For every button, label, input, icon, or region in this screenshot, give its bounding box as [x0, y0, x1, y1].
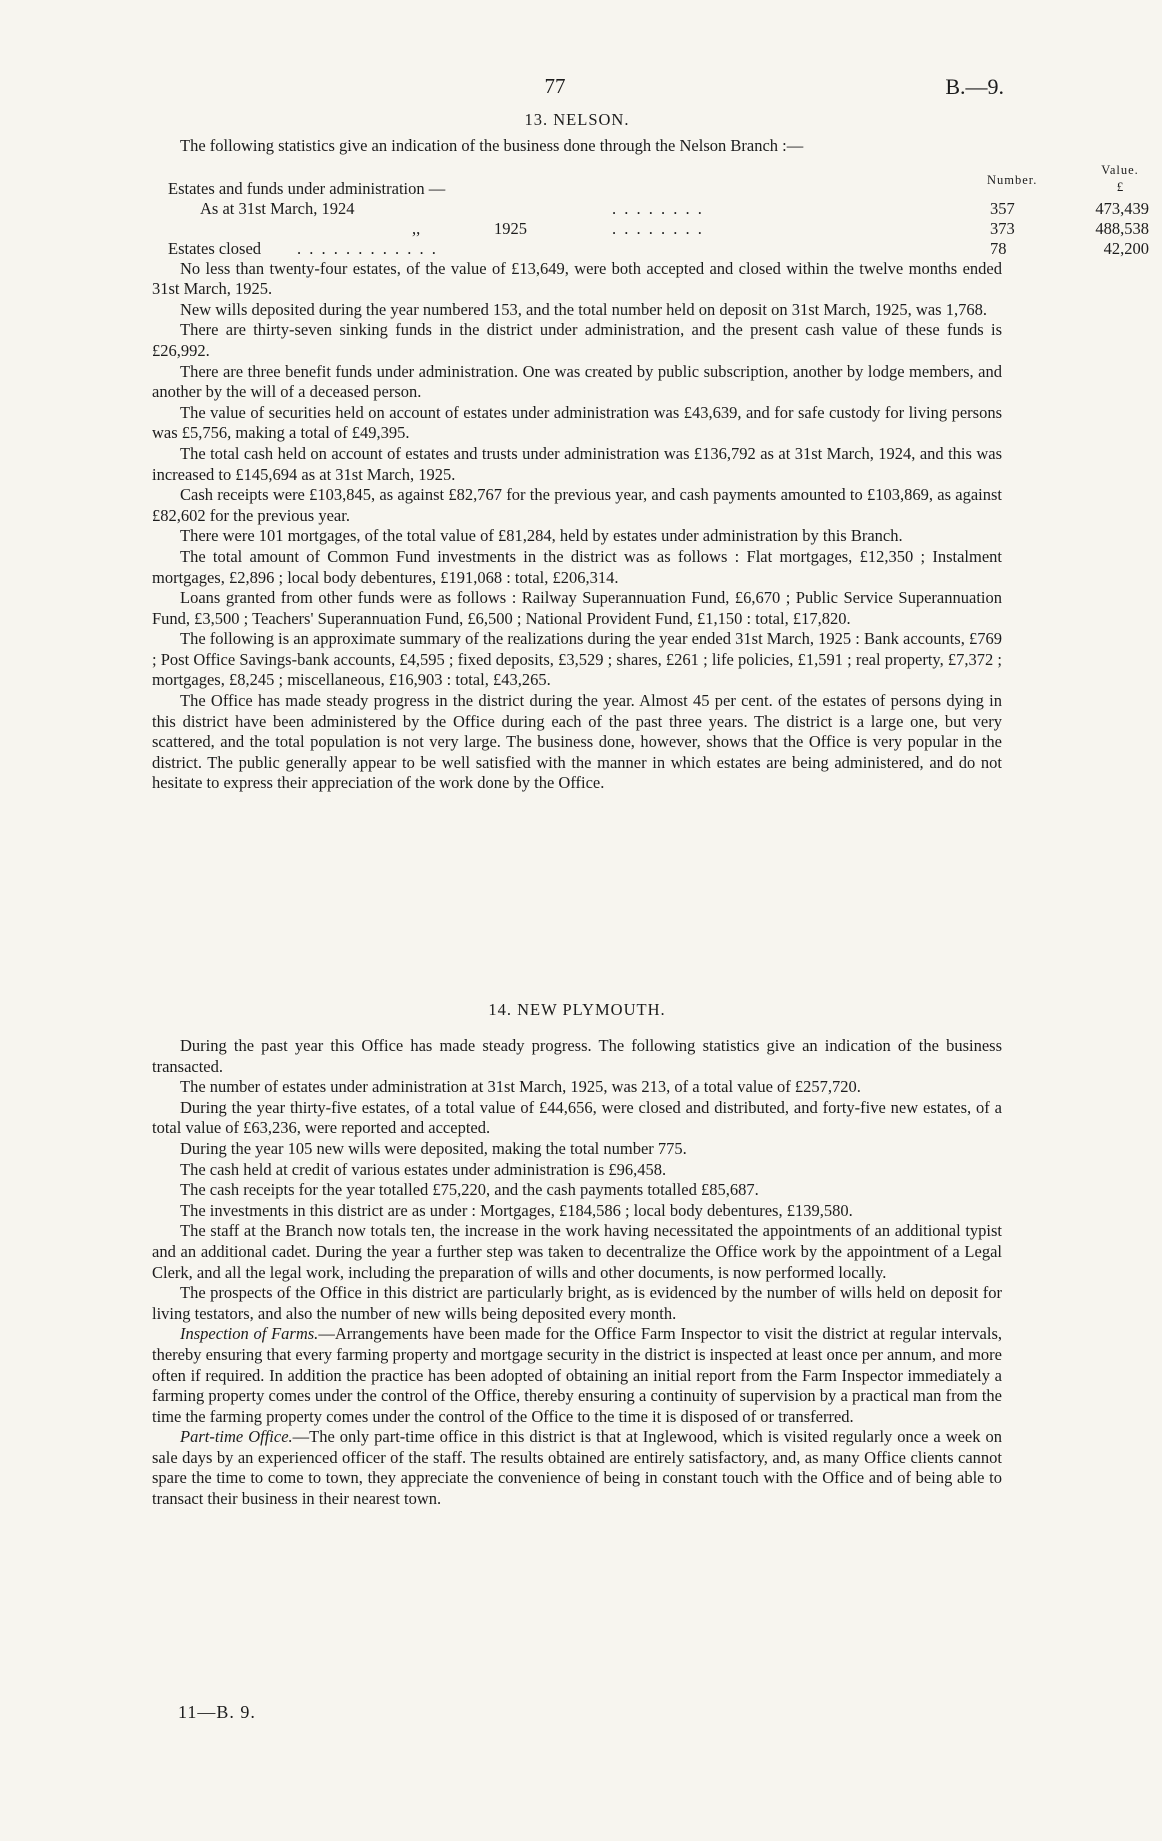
paragraph: Loans granted from other funds were as follows : Railway Superannuation Fund, £6,670 ; Public Service Superannuation Fund, £3,500 ; Teachers' Superannuation Fund, £6,500 ; National Provident Fund, £1,150 : total, £17,820. [152, 588, 1002, 628]
nelson-stats-table [152, 162, 1149, 258]
parttime-text: —The only part-time office in this district is that at Inglewood, which is visited regularly once a week on sale days by an experienced officer of the staff. The results obtained are entirely satisfactory, and, as many Office clients cannot spare the time to come to town, they appreciate the convenience of being in constant touch with the Office and of being able to transact their business in their nearest town. [152, 1427, 1002, 1509]
leader-dots: . . . . . . . . [612, 198, 704, 218]
stats-row-number: 78 [990, 238, 1007, 258]
stats-group-row [152, 179, 1162, 199]
new-plymouth-section [152, 1000, 1002, 1510]
paragraph: There are three benefit funds under administration. One was created by public subscription, another by lodge members, and another by the will of a deceased person. [152, 361, 1002, 402]
paragraph: There were 101 mortgages, of the total value of £81,284, held by estates under administration by this Branch. [180, 526, 903, 546]
paragraph: The cash held at credit of various estates under administration is £96,458. [180, 1159, 667, 1179]
paragraph: New wills deposited during the year numbered 153, and the total number held on deposit on 31st March, 1925, was 1,768. [180, 299, 987, 319]
paragraph: The total amount of Common Fund investments in the district was as follows : Flat mortgages, £12,350 ; Instalment mortgages, £2,896 ; local body debentures, £191,068 : total, £206,314. [152, 546, 1002, 587]
inspection-heading: Inspection of Farms. [180, 1324, 319, 1344]
section-title-nelson: 13. NELSON. [524, 110, 630, 129]
parttime-heading: Part-time Office. [180, 1427, 293, 1447]
document-reference: B.—9. [945, 74, 1004, 99]
stats-row-number: 373 [990, 218, 1015, 238]
nelson-intro: The following statistics give an indication of the business done through the Nelson Branch :— [180, 136, 804, 155]
signature-mark: 11—B. 9. [178, 1702, 256, 1722]
stats-row [152, 239, 1162, 259]
paragraph: During the past year this Office has made steady progress. The following statistics give an indication of the business transacted. [152, 1036, 1002, 1076]
inspection-paragraph [152, 1324, 1002, 1427]
leader-dots: . . . . . . . . [612, 218, 704, 238]
column-header-number: Number. [987, 172, 1038, 187]
stats-row-label: ,, [412, 218, 421, 238]
paragraph: The value of securities held on account of estates under administration was £43,639, and for safe custody for living persons was £5,756, making a total of £49,395. [152, 402, 1002, 443]
inspection-text: —Arrangements have been made for the Office Farm Inspector to visit the district at regular intervals, thereby ensuring that every farming property and mortgage security in the district is inspected at least once per annum, and more often if required. In addition the practice has been adopted of obtaining an initial report from the Farm Inspector immediately a farming property comes under the control of the Office, thereby ensuring a continuity of supervision by a practical man from the time the farming property comes under the control of the Office to the time it is disposed of or transferred. [152, 1324, 1002, 1426]
stats-row-label: Estates closed [168, 238, 262, 258]
paragraph: The number of estates under administration at 31st March, 1925, was 213, of a total value of £257,720. [180, 1077, 861, 1097]
stats-group-label: Estates and funds under administration — [168, 178, 446, 198]
column-header-unit: £ [1116, 178, 1124, 194]
paragraph: During the year 105 new wills were deposited, making the total number 775. [180, 1138, 687, 1158]
paragraph: Cash receipts were £103,845, as against £82,767 for the previous year, and cash payments amounted to £103,869, as against £82,602 for the previous year. [152, 485, 1002, 525]
stats-row-year: 1925 [494, 218, 527, 238]
stats-row [152, 219, 1162, 239]
paragraph: The total cash held on account of estates and trusts under administration was £136,792 as at 31st March, 1924, and this was increased to £145,694 as at 31st March, 1925. [152, 443, 1002, 484]
stats-row-value: 473,439 [1095, 198, 1149, 218]
paragraph: There are thirty-seven sinking funds in the district under administration, and the present cash value of these funds is £26,992. [152, 320, 1002, 360]
leader-dots: . . . . . . . . . . . . [297, 238, 438, 258]
paragraph: The investments in this district are as under : Mortgages, £184,586 ; local body debentures, £139,580. [180, 1200, 853, 1220]
page-number: 77 [544, 74, 566, 98]
section-title-new-plymouth: 14. NEW PLYMOUTH. [488, 1000, 666, 1019]
paragraph: The prospects of the Office in this district are particularly bright, as is evidenced by the number of wills held on deposit for living testators, and also the number of new wills being deposited every month. [152, 1283, 1002, 1323]
stats-row-label: As at 31st March, 1924 [200, 198, 355, 218]
paragraph: The staff at the Branch now totals ten, the increase in the work having necessitated the appointments of an additional typist and an additional cadet. During the year a further step was taken to decentralize the Office work by the appointment of a Legal Clerk, and all the legal work, including the preparation of wills and other documents, is now performed locally. [152, 1221, 1002, 1282]
stats-row-number: 357 [990, 198, 1015, 218]
nelson-section [152, 110, 1149, 794]
paragraph: The cash receipts for the year totalled £75,220, and the cash payments totalled £85,687. [180, 1180, 759, 1200]
paragraph: No less than twenty-four estates, of the value of £13,649, were both accepted and closed within the twelve months ended 31st March, 1925. [152, 258, 1002, 299]
stats-row [152, 199, 1162, 219]
stats-row-value: 42,200 [1103, 238, 1149, 258]
stats-row-value: 488,538 [1095, 218, 1149, 238]
parttime-paragraph [152, 1427, 1002, 1509]
column-header-value: Value. [1101, 162, 1139, 177]
paragraph: The Office has made steady progress in the district during the year. Almost 45 per cent. of the estates of persons dying in this district have been administered by the Office during each of the past three years. The district is a large one, but very scattered, and the total population is not very large. The business done, however, shows that the Office is very popular in the district. The public generally appear to be well satisfied with the manner in which estates are being administered, and do not hesitate to express their appreciation of the work done by the Office. [152, 691, 1002, 793]
paragraph: The following is an approximate summary of the realizations during the year ended 31st March, 1925 : Bank accounts, £769 ; Post Office Savings-bank accounts, £4,595 ; fixed deposits, £3,529 ; shares, £261 ; life policies, £1,591 ; real property, £7,372 ; mortgages, £8,245 ; miscellaneous, £16,903 : total, £43,265. [152, 629, 1002, 690]
paragraph: During the year thirty-five estates, of a total value of £44,656, were closed and distributed, and forty-five new estates, of a total value of £63,236, were reported and accepted. [152, 1097, 1002, 1138]
